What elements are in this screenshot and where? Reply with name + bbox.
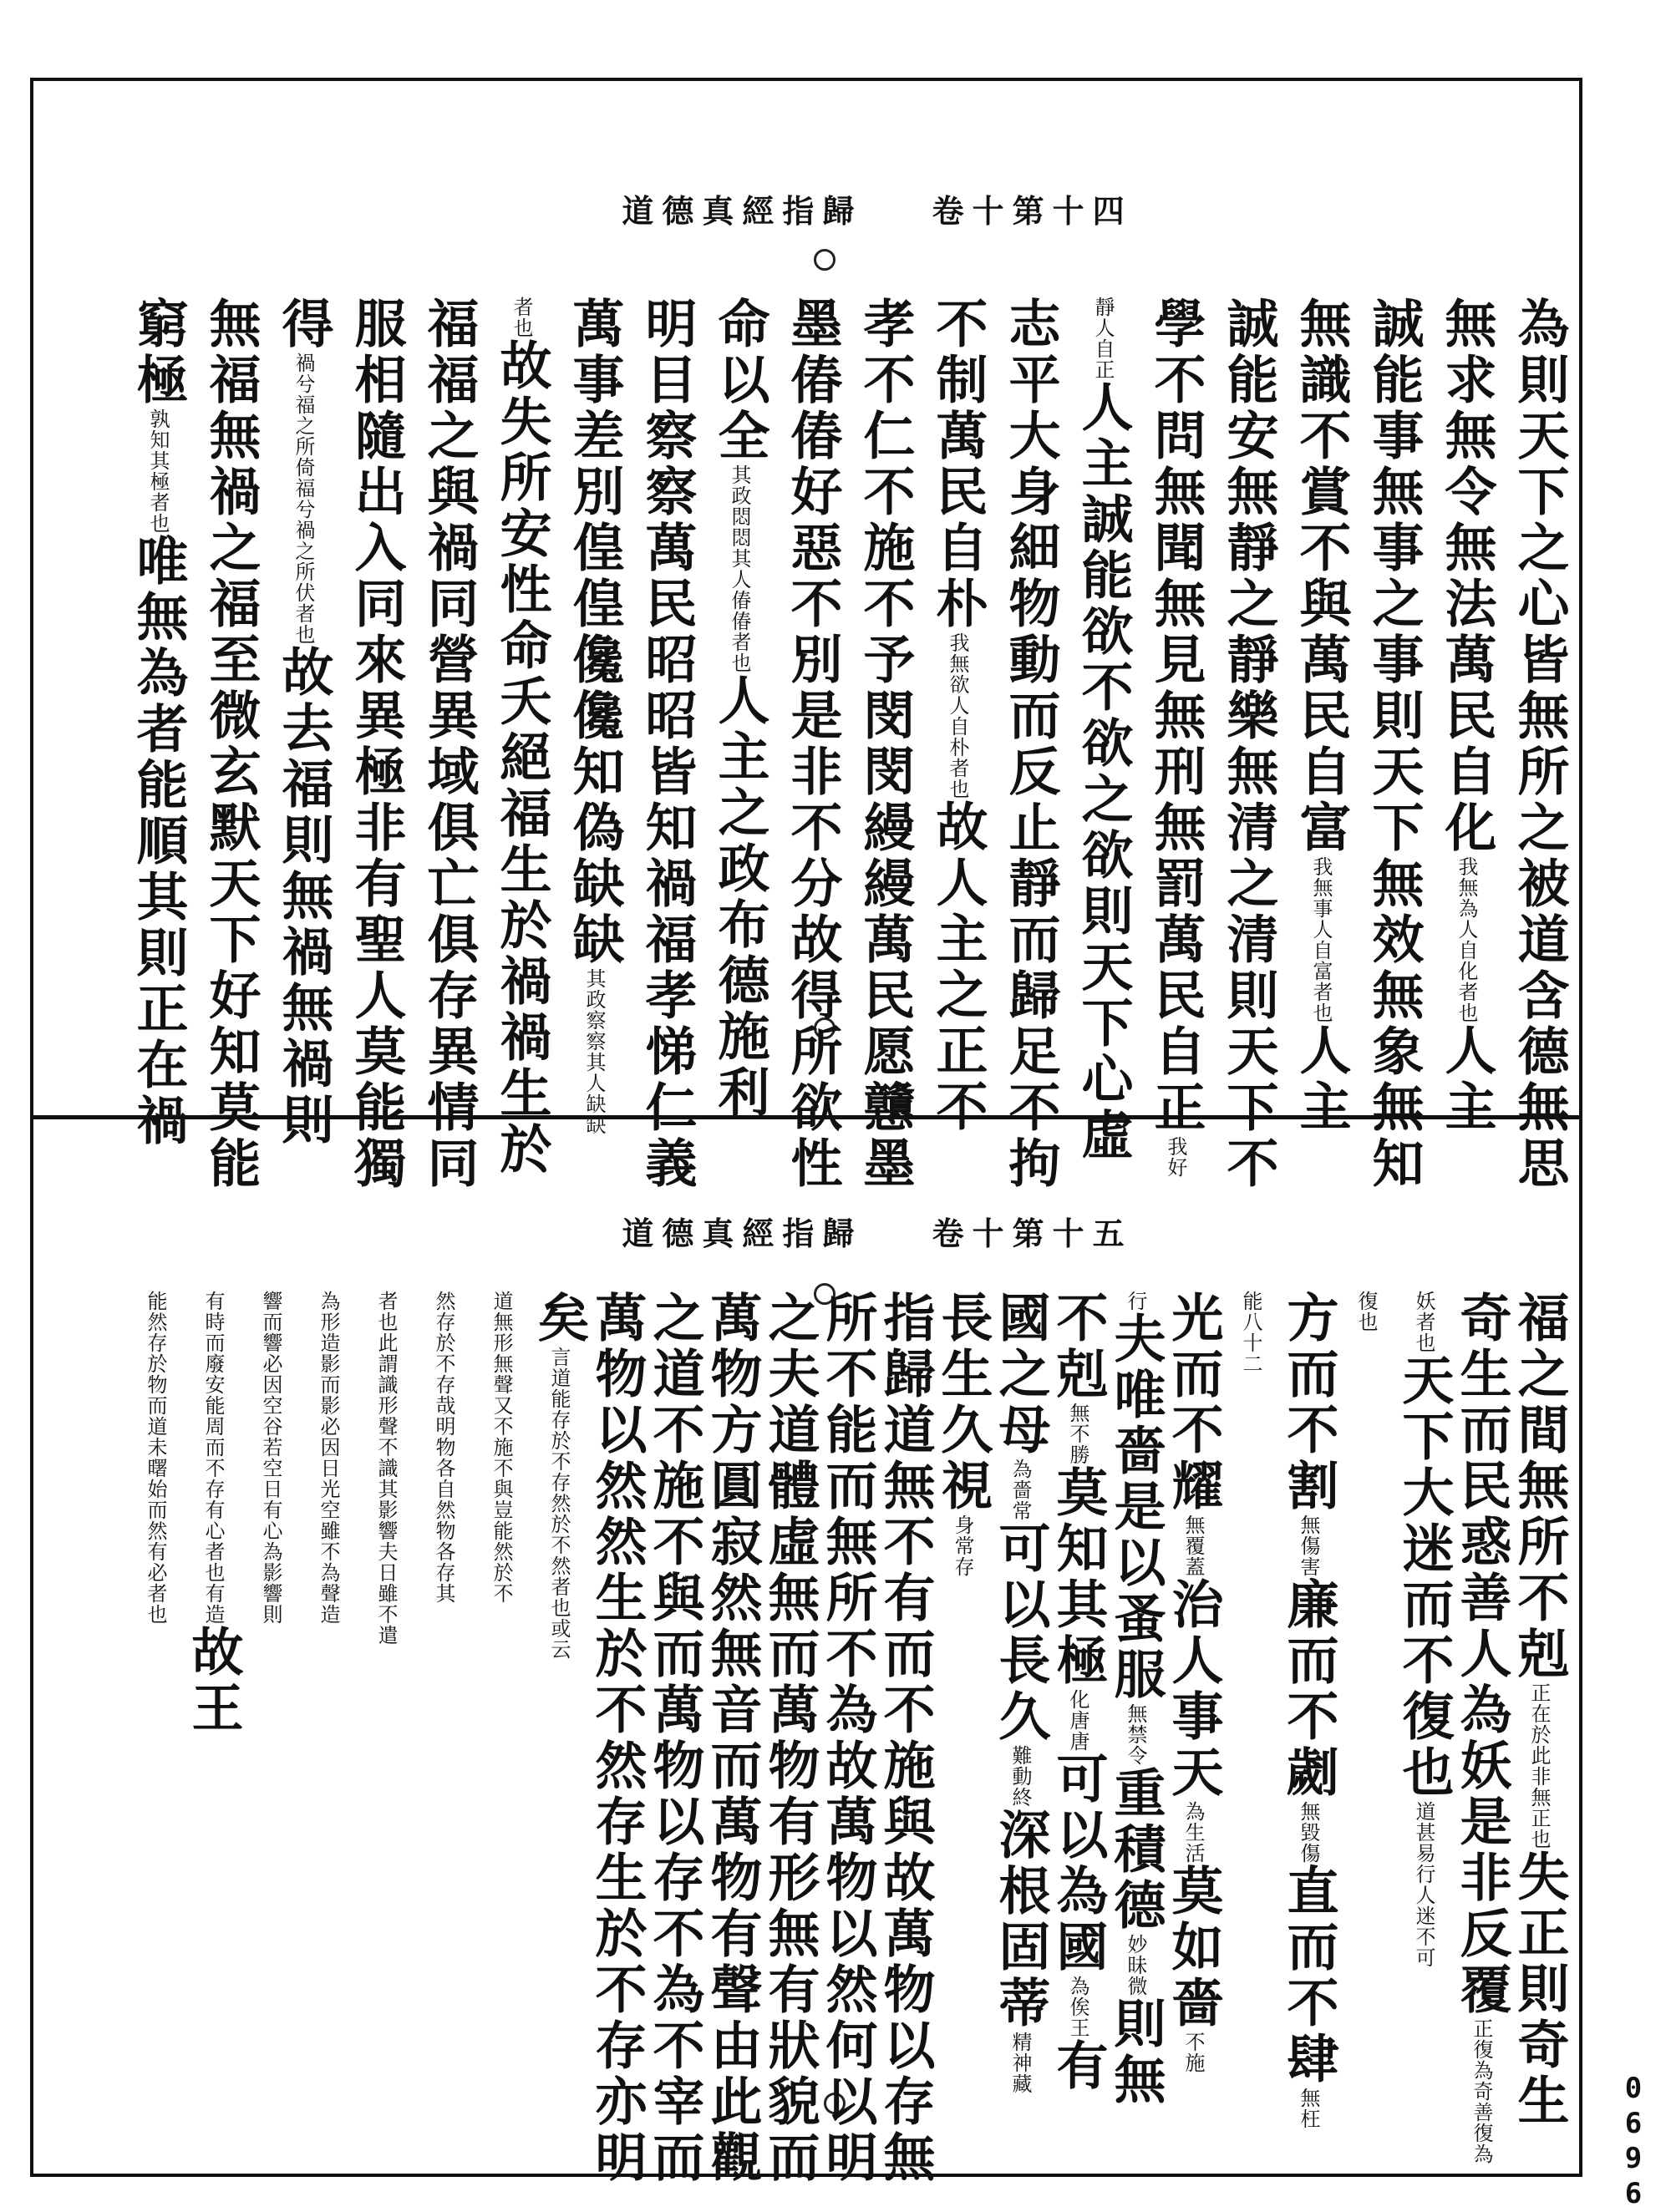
main-text: 莫如嗇 bbox=[1163, 1864, 1224, 2032]
commentary-text: 響而響必因空谷若空日有心為影響則 bbox=[259, 1291, 282, 1625]
text-column bbox=[414, 297, 484, 1192]
main-text: 孝不仁不施不予閔閔縵縵萬民愿戇墨 bbox=[855, 297, 916, 1192]
text-column bbox=[704, 297, 775, 1121]
main-text: 福之間無所不剋 bbox=[1509, 1291, 1570, 1682]
main-text: 矣 bbox=[529, 1291, 590, 1347]
main-text: 深根固蒂 bbox=[990, 1808, 1051, 2032]
commentary-text: 難動終 bbox=[1008, 1745, 1032, 1808]
main-text: 志平大身細物動而反止靜而歸足不拘 bbox=[1000, 297, 1061, 1192]
commentary-text: 其政悶悶其人偆偆者也 bbox=[728, 464, 751, 673]
main-text: 墨偆偆好惡不別是非不分故得所欲性 bbox=[782, 297, 843, 1192]
commentary-text: 我無為人自化者也 bbox=[1455, 856, 1478, 1023]
bottom-header-volume: 卷十第十五 bbox=[932, 1215, 1133, 1252]
text-column bbox=[1273, 1291, 1343, 2129]
main-text: 則無 bbox=[1105, 1996, 1166, 2108]
commentary-text: 我好 bbox=[1164, 1136, 1187, 1178]
top-header bbox=[501, 185, 1253, 231]
commentary-text: 不施 bbox=[1181, 2032, 1205, 2073]
text-column bbox=[1068, 297, 1138, 1164]
commentary-text: 正在於此非無正也 bbox=[1527, 1682, 1551, 1849]
commentary-text: 我無事人自富者也 bbox=[1309, 856, 1333, 1023]
commentary-text: 者也 bbox=[510, 297, 533, 338]
main-text: 福福之與禍同營異域俱亡俱存異情同 bbox=[419, 297, 480, 1192]
commentary-text: 為生活 bbox=[1181, 1801, 1205, 1864]
commentary-text: 然存於不存哉明物各自然物各存其 bbox=[432, 1291, 455, 1604]
commentary-text: 有造 bbox=[201, 1583, 225, 1625]
commentary-text: 化唐唐 bbox=[1066, 1689, 1089, 1752]
main-text: 光而不耀 bbox=[1163, 1291, 1224, 1514]
main-text: 無求無令無法萬民自化 bbox=[1436, 297, 1497, 856]
text-column bbox=[1389, 1291, 1459, 1968]
main-text: 萬物方圓寂然無音而萬物有聲由此觀 bbox=[702, 1291, 763, 2186]
main-text: 治人事天 bbox=[1163, 1577, 1224, 1801]
main-text: 明目察察萬民昭昭皆知禍福孝悌仁義 bbox=[637, 297, 698, 1192]
commentary-text: 妙昧微 bbox=[1124, 1934, 1147, 1996]
commentary-text: 無不勝 bbox=[1066, 1403, 1089, 1465]
text-column bbox=[1213, 297, 1283, 1192]
commentary-text: 為俟王 bbox=[1066, 1976, 1089, 2038]
top-header-title: 道德真經指歸 bbox=[622, 192, 863, 230]
commentary-text: 能八十二 bbox=[1239, 1291, 1262, 1374]
main-text: 廉而不劌 bbox=[1278, 1577, 1339, 1801]
text-column bbox=[1431, 297, 1501, 1135]
text-column bbox=[486, 297, 556, 1178]
text-column bbox=[777, 297, 847, 1192]
text-column bbox=[1286, 297, 1356, 1135]
commentary-text: 無禁令 bbox=[1124, 1703, 1147, 1766]
bottom-header-title: 道德真經指歸 bbox=[622, 1215, 863, 1252]
main-text: 得 bbox=[273, 297, 334, 353]
commentary-text: 無枉 bbox=[1297, 2088, 1320, 2129]
main-text: 方而不割 bbox=[1278, 1291, 1339, 1514]
main-text: 人主之政布德施利 bbox=[709, 673, 770, 1121]
text-column bbox=[120, 1291, 190, 1625]
main-text: 服相隨出入同來異極非有聖人莫能獨 bbox=[346, 297, 407, 1192]
commentary-text: 妖者也 bbox=[1412, 1291, 1435, 1353]
main-text: 誠能安無靜之靜樂無清之清則天下不 bbox=[1218, 297, 1279, 1192]
commentary-text: 精神藏 bbox=[1008, 2032, 1032, 2094]
text-column bbox=[196, 297, 266, 1192]
main-text: 人主 bbox=[1436, 1023, 1497, 1135]
commentary-text: 復也 bbox=[1354, 1291, 1378, 1332]
main-text: 無福無禍之福至微玄默天下好知莫能 bbox=[201, 297, 262, 1192]
commentary-text: 無毀傷 bbox=[1297, 1801, 1320, 1864]
main-text: 人主誠能欲不欲之欲則天下心虛 bbox=[1073, 380, 1134, 1164]
main-text: 唯無為者能順其則正在禍 bbox=[128, 534, 189, 1149]
commentary-text: 禍兮福之所倚福兮禍之所伏者也 bbox=[292, 353, 315, 645]
main-text: 故王 bbox=[183, 1625, 244, 1737]
main-text: 無識不賞不與萬民自富 bbox=[1291, 297, 1352, 856]
text-column bbox=[632, 297, 702, 1192]
main-text: 學不問無聞無見無刑無罰萬民自正 bbox=[1145, 297, 1206, 1136]
main-text: 故去福則無禍無禍則 bbox=[273, 645, 334, 1149]
main-text: 莫知其極 bbox=[1048, 1465, 1109, 1689]
main-text: 長生久視 bbox=[932, 1291, 993, 1514]
main-text: 之道不施不與而萬物以存不為不宰而 bbox=[644, 1291, 705, 2186]
commentary-text: 孰知其極者也 bbox=[146, 408, 170, 534]
main-text: 國之母 bbox=[990, 1291, 1051, 1459]
main-text: 窮極 bbox=[128, 297, 189, 408]
main-text: 可以為國 bbox=[1048, 1752, 1109, 1976]
main-text: 夫唯嗇是以蚤服 bbox=[1105, 1311, 1166, 1703]
commentary-text: 我無欲人自朴者也 bbox=[946, 632, 969, 799]
main-text: 指歸道無不有而不施與故萬物以存無 bbox=[875, 1291, 936, 2186]
text-column bbox=[123, 297, 193, 1149]
main-text: 重積德 bbox=[1105, 1766, 1166, 1934]
main-text: 人主 bbox=[1291, 1023, 1352, 1135]
main-text: 失正則奇生 bbox=[1509, 1849, 1570, 2129]
text-column bbox=[1504, 297, 1574, 1192]
bottom-header bbox=[501, 1208, 1253, 1254]
top-header-volume: 卷十第十四 bbox=[932, 192, 1133, 230]
text-column bbox=[850, 297, 920, 1192]
main-text: 萬事差別偟偟儳儳知偽缺缺 bbox=[564, 297, 625, 968]
commentary-text: 言道能存於不存然於不然者也或云 bbox=[547, 1347, 571, 1660]
commentary-text: 者也此謂識形聲不識其影響夫日雖不遣 bbox=[374, 1291, 398, 1646]
text-column bbox=[1140, 297, 1211, 1178]
commentary-text: 為形造影而影必因日光空雖不為聲造 bbox=[317, 1291, 340, 1625]
commentary-text: 行 bbox=[1124, 1291, 1147, 1311]
main-text: 故人主之正不 bbox=[927, 799, 988, 1135]
text-column bbox=[922, 297, 993, 1135]
main-text: 可以長久 bbox=[990, 1521, 1051, 1745]
main-text: 故失所安性命夭絕福生於禍禍生於 bbox=[491, 338, 552, 1178]
commentary-text: 身常存 bbox=[951, 1514, 974, 1577]
text-column bbox=[559, 297, 629, 1135]
text-column bbox=[995, 297, 1065, 1192]
commentary-text: 靜人自正 bbox=[1091, 297, 1115, 380]
text-column bbox=[268, 297, 338, 1149]
text-column bbox=[341, 297, 411, 1192]
commentary-text: 無傷害 bbox=[1297, 1514, 1320, 1577]
commentary-text: 其政察察其人缺缺 bbox=[582, 968, 606, 1135]
page-number: 0696 bbox=[1617, 2072, 1650, 2212]
commentary-text: 能然存於物而道未曙始而然有必者也 bbox=[144, 1291, 167, 1625]
main-text: 命以全 bbox=[709, 297, 770, 464]
main-text: 誠能事無事之事則天下無效無象無知 bbox=[1364, 297, 1425, 1192]
commentary-text: 為嗇常 bbox=[1008, 1459, 1032, 1521]
main-text: 直而不肆 bbox=[1278, 1864, 1339, 2088]
main-text: 不剋 bbox=[1048, 1291, 1109, 1403]
commentary-text: 有時而廢安能周而不存有心者也 bbox=[201, 1291, 225, 1583]
main-text: 奇生而民惑善人為妖是非反覆 bbox=[1451, 1291, 1512, 2018]
commentary-text: 無覆蓋 bbox=[1181, 1514, 1205, 1577]
text-column bbox=[1359, 297, 1429, 1192]
punch-hole-circle bbox=[814, 249, 836, 271]
main-text: 天下大迷而不復也 bbox=[1394, 1353, 1455, 1801]
main-text: 為則天下之心皆無所之被道含德無思 bbox=[1509, 297, 1570, 1192]
main-text: 有 bbox=[1048, 2038, 1109, 2094]
main-text: 之夫道體虛無而萬物有形無有狀貌而 bbox=[759, 1291, 820, 2186]
main-text: 不制萬民自朴 bbox=[927, 297, 988, 632]
commentary-text: 正復為奇善復為 bbox=[1470, 2018, 1493, 2164]
commentary-text: 道無形無聲又不施不與豈能然於不 bbox=[490, 1291, 513, 1604]
main-text: 所不能而無所不為故萬物以然何以明 bbox=[817, 1291, 878, 2186]
commentary-text: 道甚易行人迷不可 bbox=[1412, 1801, 1435, 1968]
main-text: 萬物以然然生於不然存生於不存亦明 bbox=[587, 1291, 648, 2186]
